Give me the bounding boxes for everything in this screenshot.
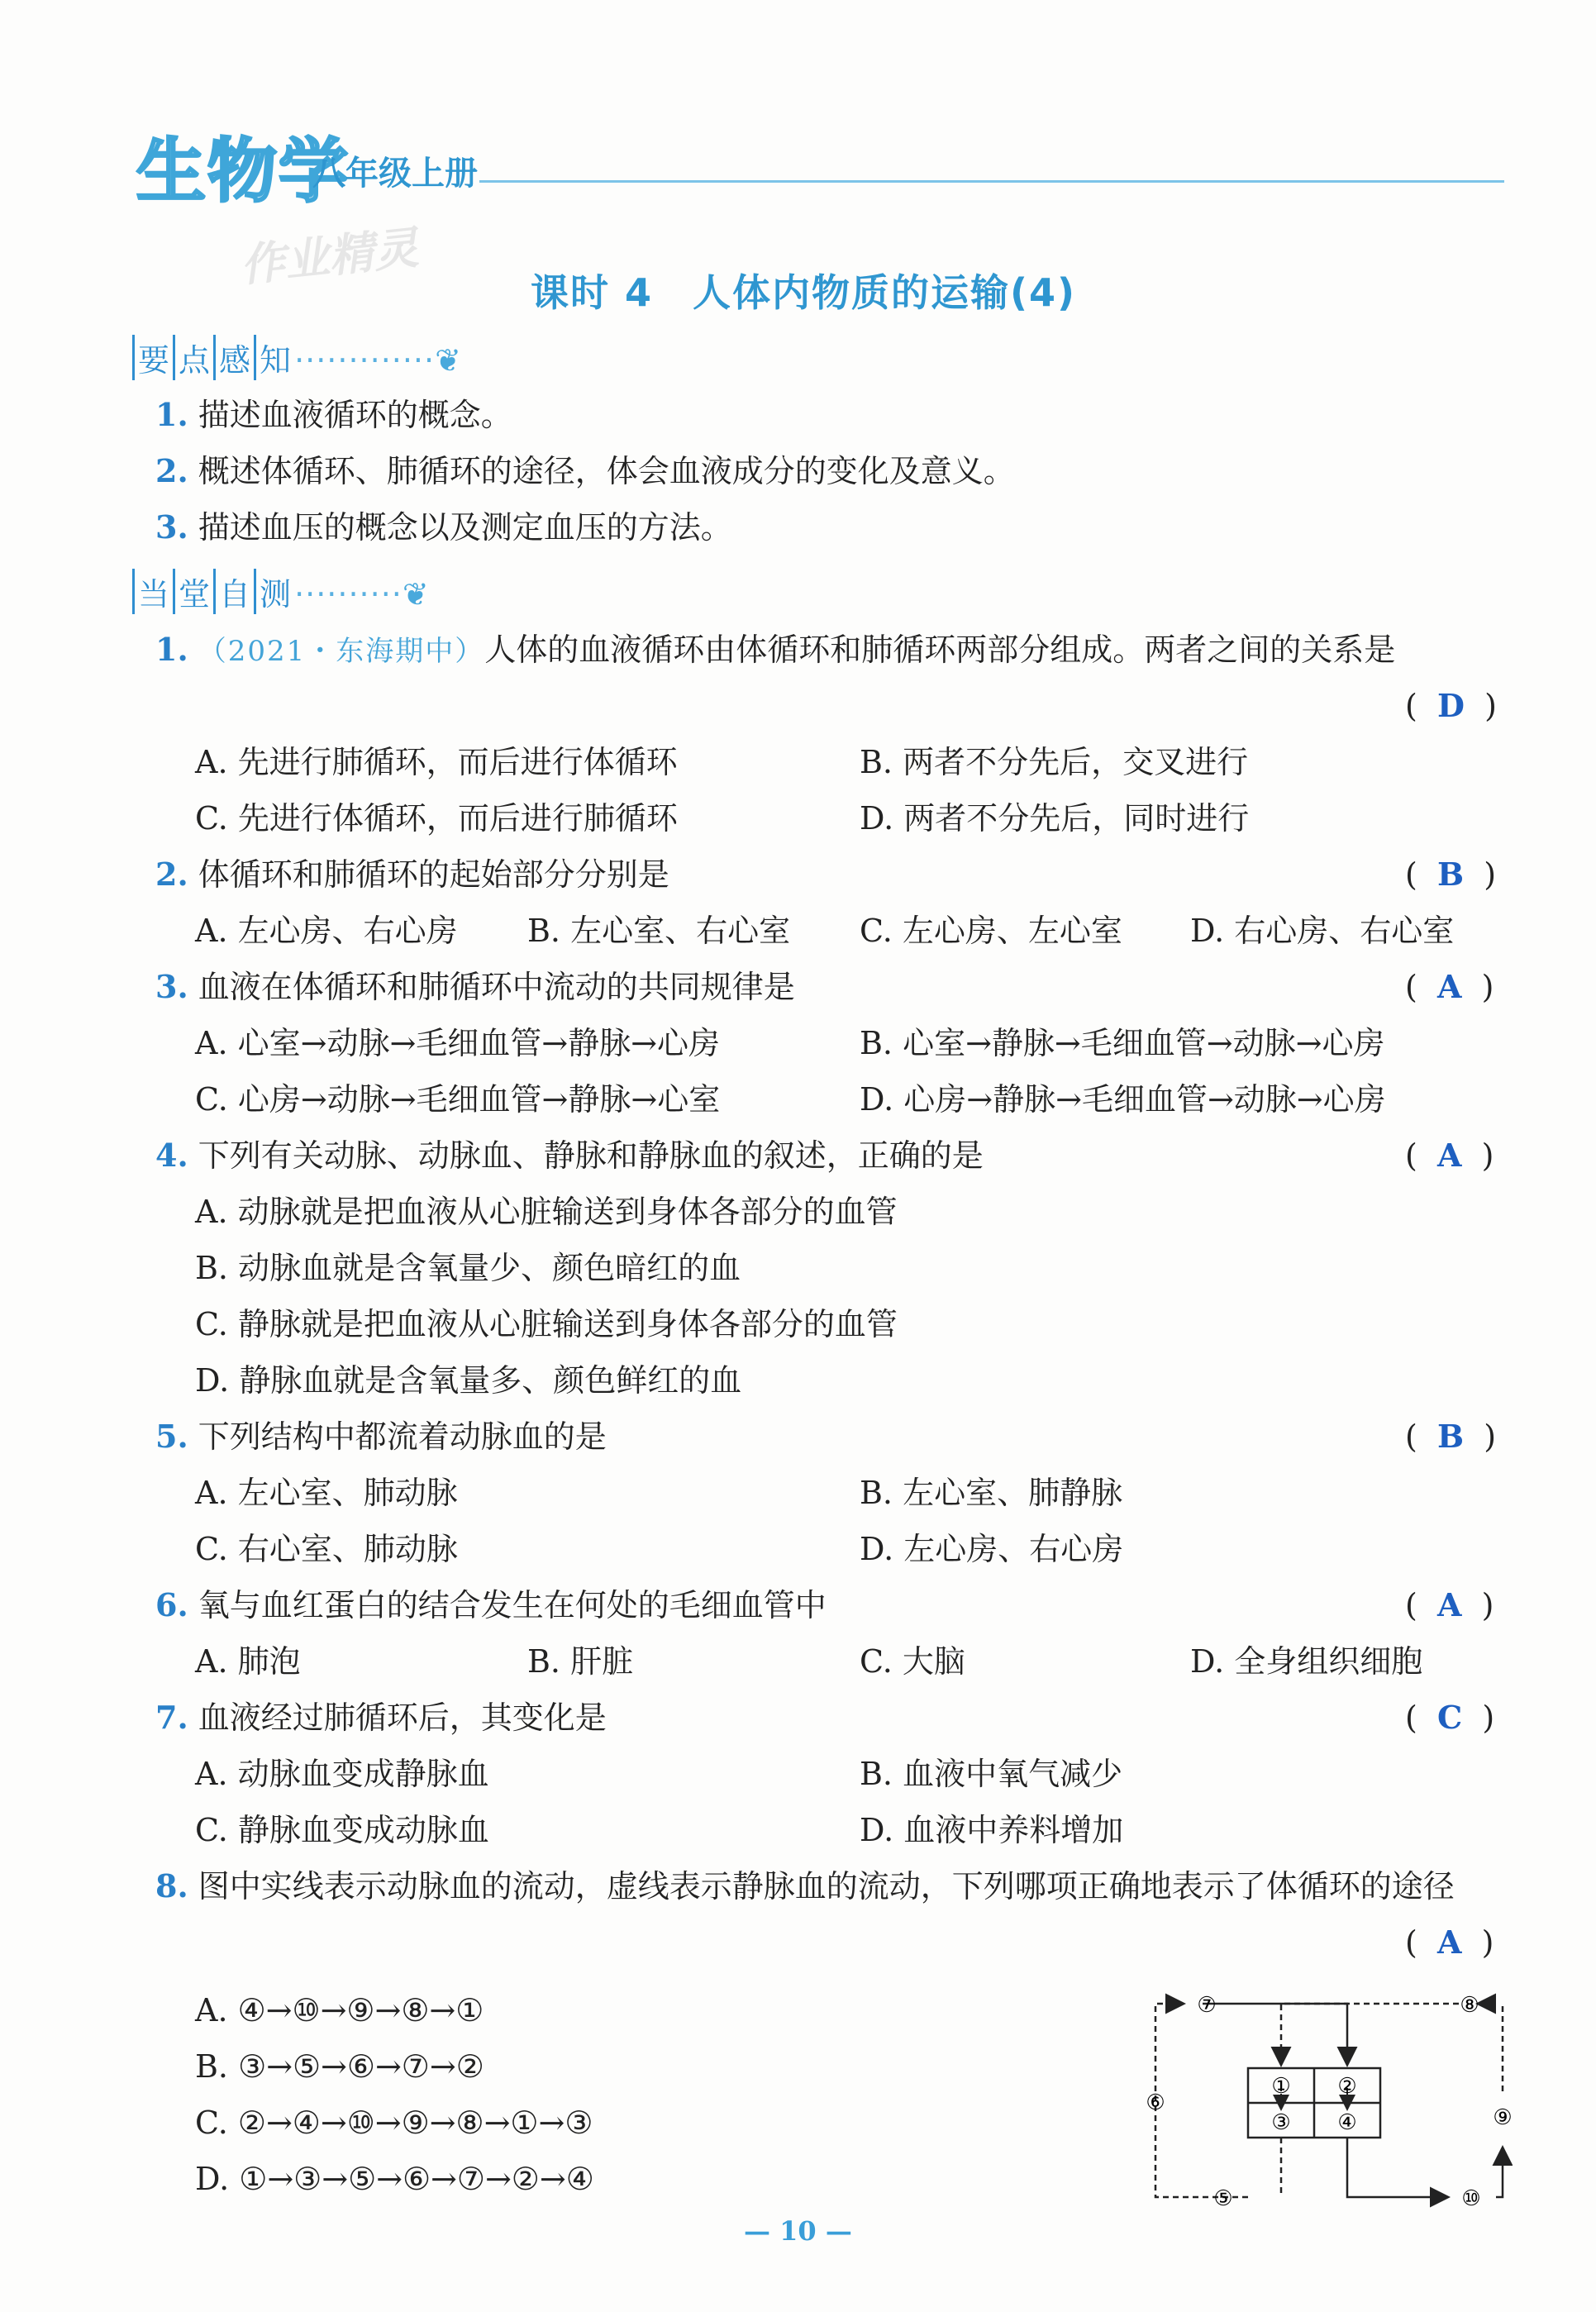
question-6-answer: ( A ) xyxy=(1405,1586,1494,1623)
section-char: 点 xyxy=(173,335,213,380)
question-2-stem: 2. 体循环和肺循环的起始部分分别是 xyxy=(155,856,669,893)
question-1-option-a: A. 先进行肺循环，而后进行体循环 xyxy=(195,744,678,780)
question-2-option-c: C. 左心房、左心室 xyxy=(860,913,1122,949)
question-4-answer: ( A ) xyxy=(1405,1137,1494,1174)
vessel-6-label: ⑥ xyxy=(1146,2090,1165,2115)
section-dots: ············· xyxy=(294,342,436,379)
question-8-answer: ( A ) xyxy=(1405,1923,1494,1961)
question-7-option-b: B. 血液中氧气减少 xyxy=(860,1756,1123,1792)
grade-label: 八年级上册 xyxy=(312,155,478,193)
question-4-stem: 4. 下列有关动脉、动脉血、静脉和静脉血的叙述，正确的是 xyxy=(155,1137,984,1174)
section-char: 堂 xyxy=(173,569,213,614)
section-dots: ·········· xyxy=(294,576,403,613)
section-char: 测 xyxy=(254,569,294,614)
question-1-option-b: B. 两者不分先后，交叉进行 xyxy=(860,744,1249,780)
watermark-logo: 作业精灵 xyxy=(237,221,422,293)
question-8-option-d: D. ①→③→⑤→⑥→⑦→②→④ xyxy=(195,2161,594,2197)
question-4-option-c: C. 静脉就是把血液从心脏输送到身体各部分的血管 xyxy=(195,1306,898,1342)
question-5-option-d: D. 左心房、右心房 xyxy=(860,1531,1124,1567)
page-number: — 10 — xyxy=(744,2215,852,2247)
section-char: 知 xyxy=(254,335,294,380)
question-3-stem: 3. 血液在体循环和肺循环中流动的共同规律是 xyxy=(155,968,795,1005)
question-1-answer: ( D ) xyxy=(1405,687,1497,724)
header-rule xyxy=(479,180,1504,183)
vessel-8-label: ⑧ xyxy=(1460,1993,1479,2018)
section-char: 感 xyxy=(213,335,254,380)
leaf-icon: ❦ xyxy=(435,342,461,379)
question-7-option-a: A. 动脉血变成静脉血 xyxy=(195,1756,489,1792)
key-point-3: 3. 描述血压的概念以及测定血压的方法。 xyxy=(155,508,732,546)
key-point-1: 1. 描述血液循环的概念。 xyxy=(155,396,512,433)
vessel-7-label: ⑦ xyxy=(1197,1993,1217,2018)
question-3-option-c: C. 心房→动脉→毛细血管→静脉→心室 xyxy=(195,1081,721,1118)
question-1-option-c: C. 先进行体循环，而后进行肺循环 xyxy=(195,800,678,837)
question-2-option-b: B. 左心室、右心室 xyxy=(527,913,791,949)
question-4-option-b: B. 动脉血就是含氧量少、颜色暗红的血 xyxy=(195,1250,741,1286)
question-7-option-c: C. 静脉血变成动脉血 xyxy=(195,1812,489,1848)
vessel-5-label: ⑤ xyxy=(1213,2186,1233,2211)
cell-3-label: ③ xyxy=(1271,2110,1291,2135)
question-3-option-b: B. 心室→静脉→毛细血管→动脉→心房 xyxy=(860,1025,1385,1061)
question-1-option-d: D. 两者不分先后，同时进行 xyxy=(860,800,1250,837)
section-char: 自 xyxy=(213,569,254,614)
question-1-stem: 1. （2021・东海期中）人体的血液循环由体循环和肺循环两部分组成。两者之间的关系是 xyxy=(155,631,1396,668)
question-8-option-c: C. ②→④→⑩→⑨→⑧→①→③ xyxy=(195,2105,593,2141)
question-2-answer: ( B ) xyxy=(1405,856,1497,893)
vessel-10-label: ⑩ xyxy=(1461,2186,1481,2211)
cell-4-label: ④ xyxy=(1337,2110,1357,2135)
section-char: 当 xyxy=(132,569,173,614)
question-8-stem: 8. 图中实线表示动脉血的流动，虚线表示静脉血的流动，下列哪项正确地表示了体循环的途径 xyxy=(155,1867,1455,1904)
question-2-option-a: A. 左心房、右心房 xyxy=(195,913,458,949)
leaf-icon: ❦ xyxy=(402,576,429,613)
question-6-option-c: C. 大脑 xyxy=(860,1643,965,1680)
question-6-option-b: B. 肝脏 xyxy=(527,1643,634,1680)
question-3-answer: ( A ) xyxy=(1405,968,1494,1005)
question-5-answer: ( B ) xyxy=(1405,1418,1497,1455)
section-char: 要 xyxy=(132,335,173,380)
question-8-option-a: A. ④→⑩→⑨→⑧→① xyxy=(195,1992,484,2028)
question-5-option-c: C. 右心室、肺动脉 xyxy=(195,1531,458,1567)
question-2-option-d: D. 右心房、右心室 xyxy=(1190,913,1455,949)
key-point-2: 2. 概述体循环、肺循环的途径，体会血液成分的变化及意义。 xyxy=(155,452,1015,489)
question-7-stem: 7. 血液经过肺循环后，其变化是 xyxy=(155,1699,607,1736)
question-3-option-a: A. 心室→动脉→毛细血管→静脉→心房 xyxy=(195,1025,720,1061)
question-7-option-d: D. 血液中养料增加 xyxy=(860,1812,1124,1848)
vessel-9-label: ⑨ xyxy=(1493,2105,1513,2130)
question-6-option-d: D. 全身组织细胞 xyxy=(1190,1643,1423,1680)
question-7-answer: ( C ) xyxy=(1405,1699,1495,1736)
section-key-points xyxy=(132,335,461,380)
question-6-option-a: A. 肺泡 xyxy=(195,1643,301,1680)
question-8-option-b: B. ③→⑤→⑥→⑦→② xyxy=(195,2048,484,2085)
question-3-option-d: D. 心房→静脉→毛细血管→动脉→心房 xyxy=(860,1081,1386,1118)
cell-2-label: ② xyxy=(1337,2074,1357,2099)
question-5-stem: 5. 下列结构中都流着动脉血的是 xyxy=(155,1418,607,1455)
question-4-option-a: A. 动脉就是把血液从心脏输送到身体各部分的血管 xyxy=(195,1194,898,1230)
cell-1-label: ① xyxy=(1271,2074,1291,2099)
lesson-title: 课时 4 人体内物质的运输(4) xyxy=(531,270,1077,315)
question-4-option-d: D. 静脉血就是含氧量多、颜色鲜红的血 xyxy=(195,1362,742,1399)
subject-title: 生物学 xyxy=(136,131,350,212)
question-5-option-b: B. 左心室、肺静脉 xyxy=(860,1475,1123,1511)
section-self-test xyxy=(132,569,429,614)
question-6-stem: 6. 氧与血红蛋白的结合发生在何处的毛细血管中 xyxy=(155,1586,827,1623)
question-5-option-a: A. 左心室、肺动脉 xyxy=(195,1475,458,1511)
circulation-diagram xyxy=(1132,1984,1513,2215)
